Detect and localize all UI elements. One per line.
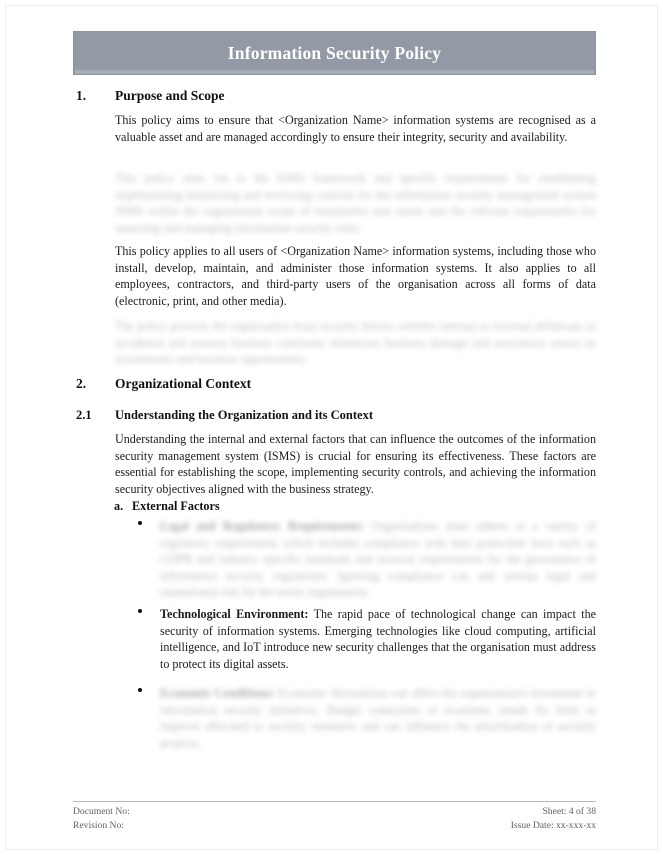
- section-1-paragraph-2: This policy applies to all users of <Organization Name> information systems, including those who install, develop, maintain, and administer those information systems. It also applies to all employees, contractors, and third-party users of the organisation across all forms of data (electronic, print, and other media).: [115, 244, 596, 308]
- footer-issue-date: Issue Date: xx-xxx-xx: [510, 819, 596, 831]
- section-1-heading: [76, 88, 596, 104]
- list-item-a-marker: a.: [114, 499, 124, 513]
- bullet-dot-icon: [138, 609, 142, 613]
- footer-divider: [73, 801, 596, 802]
- section-1-title: Purpose and Scope: [115, 88, 225, 103]
- section-2-1-title: Understanding the Organization and its Context: [115, 408, 374, 422]
- section-1-paragraph-1: This policy aims to ensure that <Organization Name> information systems are recognised as a valuable asset and are managed accordingly to ensure their integrity, security and availability.: [115, 113, 596, 144]
- section-1-redacted-paragraph-1: This policy aims out to the ISMS framework and specific requirements for establishing implementing monitoring and reviewing controls for the information security management system ISMS within the organisation scope of boundaries and assets and the relevant requirements for assessing and managing information security risks.: [115, 171, 596, 235]
- section-2-1-number: 2.1: [76, 408, 92, 422]
- footer-sheet-number: Sheet: 4 of 38: [542, 806, 596, 817]
- bullet-body-legal-regulatory: Organisations must adhere to a variety of regulatory requirements which includes compliance with data protection laws such as GDPR and industry specific standards and sectoral requirements for the governance of information security regulations. Ignoring compliance can add serious legal and reputational risk for the entire organisation.: [160, 519, 597, 600]
- bullet-dot-icon: [138, 521, 142, 525]
- bullet-item-legal-regulatory: [138, 518, 596, 601]
- bullet-item-technological-environment: [138, 606, 596, 672]
- document-title-banner: [73, 31, 596, 75]
- bullet-text-economic-conditions: [160, 685, 596, 751]
- section-1-redacted-paragraph-2: The policy protects the organisation from security threats whether internal or external deliberate or accidental and ensures business continuity minimises business damage and maximises return on investments and business opportunities.: [115, 319, 596, 367]
- footer-document-no: Document No:: [73, 806, 130, 817]
- bullet-dot-icon: [138, 688, 142, 692]
- bullet-item-economic-conditions: [138, 685, 596, 751]
- section-2-heading: [76, 376, 596, 392]
- bullet-body-economic-conditions: Economic fluctuations can affect the organisation's investment in information security initiatives. Budget constraints or economic trends for limit or improve allocated to security measures and can influence the prioritisation of security projects.: [160, 686, 596, 750]
- bullet-text-legal-regulatory: [160, 518, 596, 601]
- section-2-number: 2.: [76, 376, 87, 391]
- bullet-lead-technological-environment: Technological Environment:: [160, 607, 309, 621]
- page-footer: [73, 805, 596, 832]
- section-2-title: Organizational Context: [115, 376, 252, 391]
- section-2-1-heading: [76, 408, 596, 423]
- bullet-text-technological-environment: [160, 606, 596, 672]
- section-1-number: 1.: [76, 88, 87, 103]
- list-item-a: [114, 499, 596, 514]
- footer-revision-no: Revision No:: [73, 819, 124, 831]
- document-title: Information Security Policy: [227, 42, 442, 63]
- list-item-a-label: External Factors: [132, 499, 220, 513]
- bullet-lead-legal-regulatory: Legal and Regulatory Requirements:: [160, 519, 365, 533]
- section-2-1-paragraph: Understanding the internal and external factors that can influence the outcomes of the information security management system (ISMS) is crucial for ensuring its effectiveness. These factors are essential for establishing the scope, implementing security controls, and achieving the information security objectives aligned with the business strategy.: [115, 432, 596, 496]
- bullet-lead-economic-conditions: Economic Conditions:: [160, 686, 275, 700]
- bullet-body-technological-environment: The rapid pace of technological change can impact the security of information systems. Emerging technologies like cloud computing, artificial intelligence, and IoT introduce new security challenges that the organisation must address to protect its digital assets.: [160, 607, 596, 671]
